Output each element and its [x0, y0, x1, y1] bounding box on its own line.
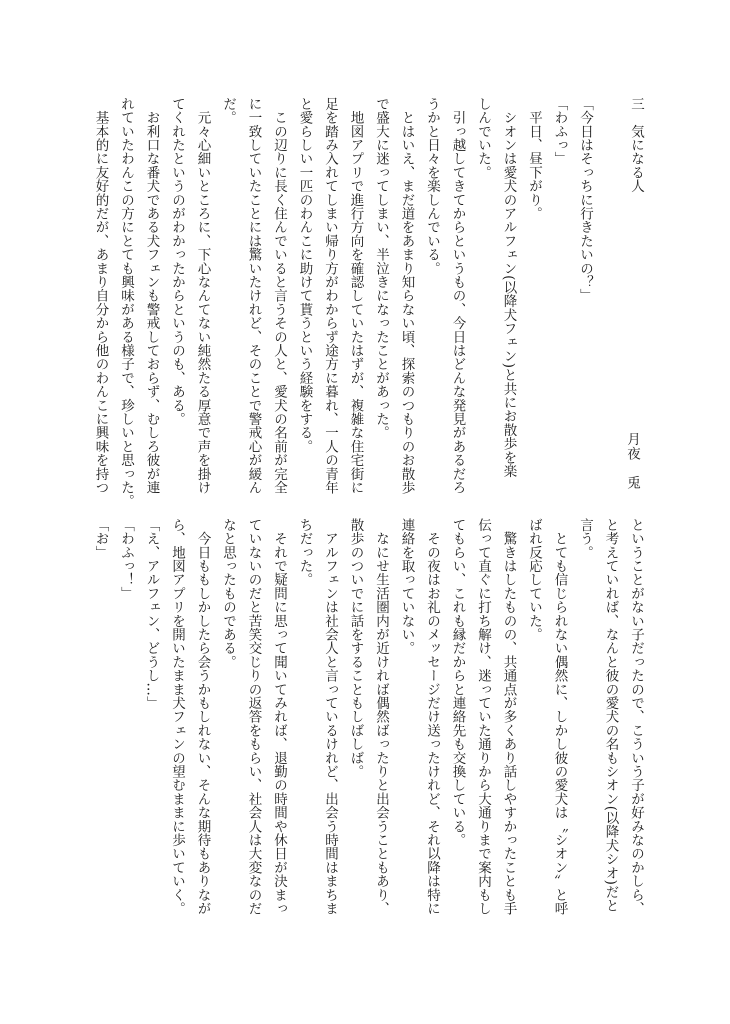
text-column: ということがない子だったので、こういう子が好みなのかしら、: [628, 518, 644, 916]
text-column: 足を踏み入れてしまい帰り方がわからず途方に暮れ、一人の青年: [322, 97, 338, 495]
text-column: なにせ生活圏内が近ければ偶然ばったりと出会うこともあり、: [373, 518, 389, 916]
text-column: 驚きはしたものの、共通点が多くあり話しやすかったことも手: [500, 518, 517, 916]
text-column: てもらい、これも縁だからと連絡先も交換している。: [449, 518, 466, 847]
text-column: シオンは愛犬のアルフェン(以降犬フェン)と共にお散歩を楽: [500, 97, 517, 478]
text-column: 平日、昼下がり。: [526, 97, 542, 221]
text-column: 「わふっ！」: [118, 518, 134, 601]
text-column: れていたわんこの方にとても興味がある様子で、珍しいと思った。: [118, 97, 134, 508]
text-column: お利口な番犬である犬フェンも警戒しておらず、むしろ彼が連: [143, 97, 160, 495]
text-column: ら、地図アプリを開いたまま犬フェンの望むままに歩いていく。: [169, 518, 185, 916]
text-column: で盛大に迷ってしまい、半泣きになったことがあった。: [373, 97, 389, 440]
text-column: とはいえ、まだ道をあまり知らない頃、探索のつもりのお散歩: [398, 97, 415, 495]
text-column: 基本的に友好的だが、あまり自分から他のわんこに興味を持つ: [92, 97, 109, 495]
text-column: 地図アプリで進行方向を確認していたはずが、複雑な住宅街に: [347, 97, 364, 495]
text-column: アルフェンは社会人と言っているけれど、出会う時間はまちま: [322, 518, 338, 916]
author-name: 月夜 兎: [624, 432, 640, 490]
text-column: と愛らしい一匹のわんこに助けて貰うという経験をする。: [296, 97, 313, 454]
text-column: 「お」: [92, 518, 109, 560]
blank-column: [597, 97, 623, 497]
lower-text-block: [87, 518, 648, 928]
text-column: 「今日はそっちに行きたいの？」: [577, 97, 593, 303]
text-column: 散歩のついでに話をすることもしばしば。: [347, 518, 364, 779]
text-column: なと思ったものである。: [220, 518, 236, 669]
text-column: てくれたというのがわかったからというのも、ある。: [169, 97, 185, 426]
text-column: 引っ越してきてからというもの、今日はどんな発見があるだろ: [449, 97, 466, 495]
text-column: と考えていれば、なんと彼の愛犬の名もシオン(以降犬シオ)だと: [602, 518, 619, 913]
text-column: とても信じられない偶然に、しかし彼の愛犬は〝シオン〟と呼: [551, 518, 568, 916]
text-column: うかと日々を楽しんでいる。: [424, 97, 440, 276]
text-column: だ。: [220, 97, 236, 125]
text-column: この辺りに長く住んでいると言うその人と、愛犬の名前が完全: [271, 97, 287, 495]
text-column: ていないのだと苦笑交じりの返答をもらい、社会人は大変なのだ: [245, 518, 262, 916]
text-column: その夜はお礼のメッセージだけ送ったけれど、それ以降は特に: [424, 518, 440, 916]
text-column: 元々心細いところに、下心なんてない純然たる厚意で声を掛け: [194, 97, 211, 495]
text-column: に一致していたことには驚いたけれど、そのことで警戒心が緩ん: [245, 97, 262, 495]
text-column: しんでいた。: [475, 97, 491, 180]
text-column: 「え、アルフェン、どうし…」: [143, 518, 160, 710]
upper-text-block: [87, 97, 648, 508]
text-column: 「わふっ」: [551, 97, 568, 166]
chapter-title: 三 気になる人: [628, 97, 644, 193]
text-column: 今日ももしかしたら会うかもしれない、そんな期待もありなが: [194, 518, 211, 916]
text-column: 言う。: [577, 518, 593, 560]
text-column: ちだった。: [296, 518, 313, 587]
text-column: 伝って直ぐに打ち解け、迷っていた通りから大通りまで案内もし: [475, 518, 491, 916]
text-column: ばれ反応していた。: [526, 518, 542, 642]
text-column: 連絡を取っていない。: [398, 518, 415, 655]
text-column: それで疑問に思って聞いてみれば、退勤の時間や休日が決まっ: [271, 518, 287, 916]
